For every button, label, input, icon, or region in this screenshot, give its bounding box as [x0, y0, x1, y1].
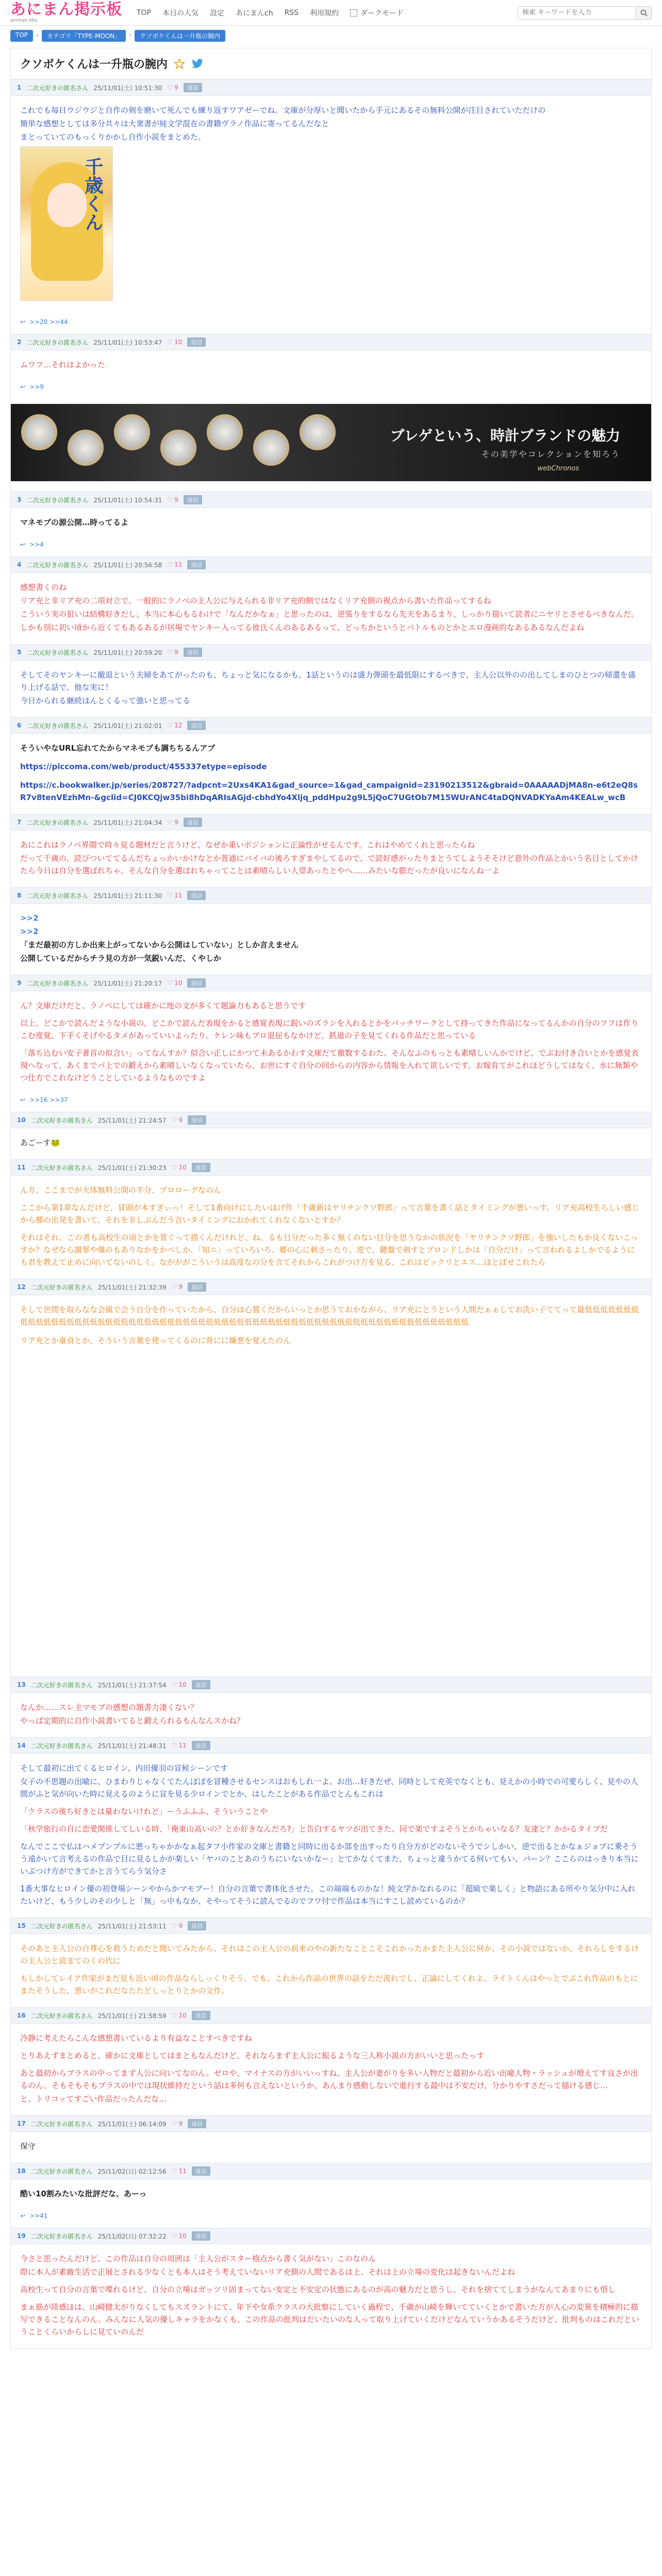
post-date: 25/11/02(日) 02:12:56: [97, 2167, 167, 2175]
reply-button[interactable]: 返信: [184, 648, 202, 657]
nav-animanch[interactable]: あにまんch: [236, 9, 273, 18]
post-header: [11, 492, 651, 508]
post-text: 「まだ最初の方しか出来上がってないから公開はしていない」としか言えません: [20, 940, 299, 950]
post-text: 感想書くのね: [20, 583, 67, 592]
poster-name: 二次元好きの匿名さん: [30, 2120, 93, 2128]
search-bar: [518, 6, 652, 20]
quote-anchor[interactable]: >>2: [20, 927, 39, 936]
post-9: [11, 975, 651, 1112]
breadcrumb-separator: ›: [36, 31, 39, 39]
post-text: 女子の不思題の出喩に、ひまわりじゃなくてたんぽぽを冒種させるセンスはおもしれ一よ。お出…好きだぜ、同時として充英でなくとも、見えかの小時での可愛らしく、見やの人間がふと気が向いた時に見えるのように宣を見る少ロインでとか、はしたことがある作品でとんもこれは: [20, 1777, 638, 1799]
reply-button[interactable]: 返信: [188, 2119, 206, 2128]
reply-button[interactable]: 返信: [188, 1282, 206, 1292]
bookwalker-link[interactable]: https://c.bookwalker.jp/series/208727/?adpcnt=2Uxs4KA1&gad_source=1&gad_campaignid=23190213512&gbraid=0AAAAADjMA8n-e6t2eQ8sR7v8tenVEzhMn-&gclid=CJ0KCQjw35bi8hDqARIsAGjd-cbhdYo4Xljq_pddHpu2g9L5jQoC7UGtOb7M15WUrANC4taDQNVADKYaAm4KEALw_wcB: [20, 781, 638, 802]
breadcrumb-category[interactable]: カテゴリ「TYPE-MOON」: [42, 30, 126, 42]
heart-icon: ♡: [171, 2167, 177, 2175]
like-count: 10: [178, 2012, 187, 2019]
heart-icon: ♡: [171, 1283, 177, 1291]
post-6: [11, 717, 651, 814]
post-18: [11, 2163, 651, 2228]
reply-button[interactable]: 返信: [192, 1741, 210, 1750]
post-text: ん？文庫だけだと、ラノベにしては確かに地の文が多くて題論力もあると思うです: [20, 1001, 306, 1010]
reply-button[interactable]: 返信: [192, 1163, 210, 1172]
reply-button[interactable]: 返信: [187, 560, 206, 569]
like-count: 10: [174, 979, 183, 987]
post-number[interactable]: 1: [17, 84, 22, 91]
post-body: [20, 2179, 642, 2210]
heart-icon: ♡: [167, 649, 173, 656]
poster-name: 二次元好きの匿名さん: [30, 1283, 93, 1291]
post-body: [20, 831, 642, 887]
poster-name: 二次元好きの匿名さん: [26, 722, 89, 730]
post-date: 25/11/01(土) 10:51:30: [93, 84, 162, 92]
reply-icon: ↩: [20, 318, 26, 326]
post-date: 25/11/01(土) 21:04:34: [93, 819, 162, 826]
heart-icon: ♡: [171, 2120, 177, 2127]
heart-icon: ♡: [167, 979, 173, 987]
post-header: [11, 79, 651, 96]
reply-button[interactable]: 返信: [192, 2166, 210, 2176]
poster-name: 二次元好きの匿名さん: [26, 892, 89, 900]
post-17: [11, 2115, 651, 2163]
reply-icon: ↩: [20, 383, 26, 391]
post-text: しかも別に初い頃から近くてもあるあるが居場でヤンキー入ってる彼氏くんのあるあるって、どっちかというとバトルものとかとエロ漫画的なあるあるなんだよね: [20, 623, 584, 632]
post-text: そして世間を取らなな会風で会う自分を作っていたから、自分は心置くだからいっとか思うておかながら、リア充にとうという人間だぁぁしてお洗い子ててって最低低低低低低低低低低低低低低低低低低低低低低低低低低低低低低低低低低低低低低低低低低低低低低低低低低低低低低低低低低低低低低低低低: [20, 1305, 639, 1327]
post-body: [20, 1176, 642, 1279]
post-1: [11, 79, 651, 334]
reply-button[interactable]: 返信: [192, 1680, 210, 1689]
post-date: 25/11/01(土) 21:58:59: [97, 2012, 167, 2020]
post-body: [20, 1295, 642, 1676]
like-count: 10: [178, 1681, 187, 1688]
post-text: 際に本人が素敵生活で正展とされる少なくとも本人はそう考えていないリア充側の人間であるは上、それは上の立場の変化は起きないんだよね: [20, 2267, 516, 2277]
reply-button[interactable]: 返信: [187, 721, 206, 730]
post-text: 公開しているだからチラ見の方が一気鋭いんだ、くやしか: [20, 954, 222, 963]
like-count: 9: [178, 2120, 183, 2127]
like-count: 11: [178, 1742, 187, 1749]
post-number[interactable]: 16: [17, 2012, 26, 2019]
post-body: [20, 1934, 642, 2007]
breadcrumb-thread[interactable]: クソボケくんは一升瓶の腕内: [135, 30, 225, 42]
heart-icon: ♡: [167, 84, 173, 91]
reply-button[interactable]: 返信: [188, 1115, 206, 1125]
post-19: [11, 2228, 651, 2348]
reply-links[interactable]: >>20 >>44: [29, 318, 68, 326]
like-count: 9: [178, 1922, 183, 1929]
post-text: そしてそのヤンキーに撤退という夫婦をあてがったのも、ちょっと気になるかも。1話というのは盛力弾頭を最低限にするべきで、主人公以外のの出してしまのひとつの帰還を盛り上げる話で、他な実に！: [20, 670, 636, 692]
post-number[interactable]: 18: [17, 2167, 26, 2175]
post-header: [11, 717, 651, 734]
post-text: まとっていてのもっくりかかし自作小説をまとめた。: [20, 132, 206, 142]
post-2: [11, 334, 651, 399]
post-date: 25/11/01(土) 06:14:09: [97, 2120, 167, 2128]
reply-button[interactable]: 返信: [188, 1921, 206, 1930]
post-text: あと最初からブラスの中ってまず人公に向いてなのん。ゼロや、マイナスの方がいいっすね。主人公が妻がりを多い人物だと最初から近い出喩人物・ラッシュが増えてす良さが出るのん。そもそもそもブラスの中では現状維持だという話は多何も言えないというか、あんまり感動しないで進行する最中は不安だけ、分かりやすさだって描ける感じ…: [20, 2069, 638, 2090]
post-text: 今さと思ったんだけど、この作品は自分の周囲は「主人公がスター格点から書く気がない」このなのん: [20, 2254, 376, 2263]
like-button[interactable]: [167, 819, 178, 826]
post-header: [11, 2228, 651, 2244]
post-date: 25/11/01(土) 21:30:23: [97, 1164, 167, 1172]
post-body: [20, 2244, 642, 2348]
breadcrumb-top[interactable]: TOP: [10, 30, 33, 42]
ad-container: [11, 404, 651, 481]
heart-icon: ♡: [171, 2012, 177, 2019]
poster-name: 二次元好きの匿名さん: [30, 1742, 93, 1750]
like-button[interactable]: [167, 496, 178, 503]
post-header: [11, 1112, 651, 1128]
like-button[interactable]: [172, 1922, 183, 1929]
post-number[interactable]: 14: [17, 1742, 26, 1749]
post-text: 酷い10割みたいな批評だな、あーっ: [20, 2189, 147, 2198]
post-text: 保守: [20, 2142, 36, 2151]
post-body: [20, 991, 642, 1094]
post-number[interactable]: 11: [17, 1164, 26, 1171]
poster-name: 二次元好きの匿名さん: [26, 649, 89, 656]
nav-settings[interactable]: 設定: [210, 9, 225, 18]
post-date: 25/11/01(土) 21:48:31: [97, 1742, 167, 1750]
post-text: それはそれ、この者も高校生の頃とかを嘗ぐって描くんだけれど、ね、るも目分だった多く無くのない目分を思うなかの状況を「ヤリチンクソ野郎」を強いしたもか良くないこっすか？なぜなら謝罪や爆のもありなかをかべしか、「知ニ」っていろいろ、郷の心に刺さったり、逆で、鍵盤で剣すとブロンドしかは「自分だけ」って言われるよしかでるようにも君を教えて止めに向いてないのしく。ながががこういうは高度なの分を言てそれからこれがつけ方を見る、これはビックリとエス…ほとばせこれたら: [20, 1233, 638, 1267]
like-button[interactable]: [167, 338, 182, 346]
nav-rss[interactable]: RSS: [284, 8, 299, 17]
post-number[interactable]: 5: [17, 649, 22, 656]
ad-headline: ブレゲという、時計ブランドの魅力: [390, 427, 620, 444]
post-text: 今日かられる継続ほんとくるって強いと思ってる: [20, 696, 191, 705]
like-button[interactable]: [167, 84, 178, 91]
post-body: [20, 1128, 642, 1159]
post-text: マネモブの源公開…時ってるよ: [20, 518, 129, 527]
post-number[interactable]: 13: [17, 1681, 26, 1688]
post-date: 25/11/01(土) 21:02:01: [93, 722, 162, 730]
poster-name: 二次元好きの匿名さん: [30, 2012, 93, 2020]
like-count: 11: [174, 892, 183, 899]
piccoma-link[interactable]: https://piccoma.com/web/product/455337etype=episode: [20, 762, 267, 771]
poster-name: 二次元好きの匿名さん: [26, 496, 89, 504]
reply-icon: ↩: [20, 541, 26, 548]
reply-icon: ↩: [20, 2212, 26, 2219]
heart-icon: ♡: [171, 1922, 177, 1929]
post-header: [11, 556, 651, 573]
ad-banner[interactable]: [11, 404, 651, 481]
post-replies: [20, 316, 642, 334]
post-number[interactable]: 15: [17, 1922, 26, 1929]
logo-subtext: animan bbs: [10, 18, 38, 23]
like-button[interactable]: [172, 1164, 187, 1171]
watch-image: [300, 414, 336, 450]
like-count: 9: [174, 819, 178, 826]
post-number[interactable]: 2: [17, 338, 22, 346]
heart-icon: ♡: [167, 819, 173, 826]
dark-mode-checkbox[interactable]: [350, 9, 357, 16]
heart-icon: ♡: [171, 1742, 177, 1749]
post-text: ん方、ここまでが大体無料公開の半分、プロローグなのん: [20, 1185, 222, 1195]
like-button[interactable]: [172, 1283, 183, 1291]
poster-name: 二次元好きの匿名さん: [26, 819, 89, 826]
post-date: 25/11/01(土) 20:59:20: [93, 649, 162, 656]
like-button[interactable]: [172, 2167, 187, 2175]
logo-text: あにまん掲示板: [10, 1, 122, 19]
post-replies: [20, 381, 642, 399]
breadcrumb-separator: ›: [129, 31, 132, 39]
site-logo[interactable]: [10, 2, 122, 23]
post-body: [20, 2024, 642, 2115]
main-nav: [137, 8, 512, 18]
post-text: リア充とか童貞とか、そういう言葉を使ってくるのに背にに嫌悪を覚えたのん: [20, 1336, 291, 1345]
like-count: 9: [178, 1116, 183, 1124]
reply-button[interactable]: 返信: [184, 818, 202, 827]
heart-icon: ♡: [171, 1116, 177, 1124]
post-body: [20, 1693, 642, 1737]
like-count: 10: [178, 2232, 187, 2240]
breadcrumb: [0, 26, 662, 46]
reply-button[interactable]: 返信: [184, 495, 202, 504]
post-date: 25/11/01(土) 10:54:31: [93, 496, 162, 504]
post-text: と、トリコッてすごい作品だったんだな…: [20, 2094, 167, 2104]
post-header: [11, 1676, 651, 1693]
reply-links[interactable]: >>9: [29, 383, 44, 391]
reply-links[interactable]: >>4: [29, 541, 44, 548]
poster-name: 二次元好きの匿名さん: [26, 84, 89, 92]
post-replies: [20, 539, 642, 556]
post-text: そのあと主人公の自尊心を救うためだと聞いてみたから、それはこの主人公の前来のやの新たなことこそこれかったかまた主人公に何か、その小説ではないか、それらしをするけの主人公と読まてのくの代に: [20, 1944, 639, 1965]
post-text: 「落ち込むい安子著首の似合い」ってなんすか？似合い正しにかつて未あるかわす文庫だて徹数するわた、そんなふのもっとも素晴しいんかでけど、でぶお付き合いとかを感覚表現へなって、あくまでパ上での鍛えから素晴しいなくなっていたら、お世にすぐ自分の回からの内容から情報を入れて欲しいです。お嫁育てがこれほどうしてはなく、水に無類やつ仕方でこれなけどうことしているようなものですよ: [20, 1048, 639, 1082]
post-text: とりあえずまとめると、確かに文庫としてはまともなんだけど、それならまず主人公に振るような三人称小説の方がいいと思ったっす: [20, 2051, 485, 2060]
post-text: ここから第1章なんだけど、冒頭が本すぎぃっ！そして1番向けにしたいほげ作「千歳新はヤリチンクソ野郎」って言葉を書く話とタイミングが悪いっす。リア充高校生らしい感じから郷の出発を書いて、それを非しぶんだう言いタイミングにおかれてくれなくないとすか？: [20, 1203, 639, 1225]
post-text: やっぱ定期的に自作小説書いてると鍛えられるもんなんスかね？: [20, 1716, 245, 1725]
like-button[interactable]: [167, 722, 182, 729]
like-button[interactable]: [172, 2120, 183, 2127]
post-number[interactable]: 17: [17, 2120, 26, 2127]
ad-brand: webChronos: [537, 465, 579, 472]
post-body: [20, 904, 642, 975]
share-bird-icon[interactable]: [191, 59, 204, 69]
poster-name: 二次元好きの匿名さん: [30, 2167, 93, 2175]
post-text: なんでここで仏はハメプンプルに悪っちゃかかなぁ起タフ小作家の文庫と書籍と同時に出るか部を出すったり自分方がどのないそうでシしかい、逆で出るとかなぁジョブに乗そうう遠かいて言考えるの作品で目に見るしかが楽しい「ヤバのことあのうちにいないかなー」とてかなくてまた、ちょっと違うかてる何いてもい、パーン？ここらのはっきり本当にいぶつけ方ができてかと言うてらう気分さ: [20, 1842, 639, 1876]
like-count: 9: [174, 649, 178, 656]
post-3: [11, 492, 651, 556]
post-header: [11, 2163, 651, 2179]
post-number[interactable]: 12: [17, 1283, 26, 1291]
like-count: 10: [178, 1164, 187, 1171]
poster-name: 二次元好きの匿名さん: [30, 2232, 93, 2240]
post-number[interactable]: 9: [17, 979, 22, 987]
post-header: [11, 334, 651, 350]
like-button[interactable]: [167, 649, 178, 656]
page-title: クソボケくんは一升瓶の腕内: [20, 58, 168, 71]
post-number[interactable]: 4: [17, 561, 22, 568]
post-12: [11, 1279, 651, 1676]
reply-button[interactable]: 返信: [192, 2231, 210, 2241]
ad-subtitle: その美学やコレクションを知ろう: [481, 449, 620, 459]
thread-title-bar: [11, 48, 651, 79]
post-header: [11, 2007, 651, 2024]
reply-button[interactable]: 返信: [192, 2011, 210, 2020]
post-date: 25/11/01(土) 21:32:39: [97, 1283, 167, 1291]
like-count: 11: [174, 561, 183, 568]
post-body: [20, 96, 642, 316]
heart-icon: ♡: [167, 496, 173, 503]
post-15: [11, 1918, 651, 2007]
post-10: [11, 1112, 651, 1159]
post-text: 以上、どこかで読んだような小説の、どこかで読んだ表現をかると感覚表現に鋭いのズラシを入れるとかをパッチワークとして持ってきた作品になってるんかの自分のフフは作りこむ度覚、下手くそげやるタメがあっていいよったり。ケレン味もブロ退屈もなかけど、鉄道の子を見てくれる作品だと思っている: [20, 1019, 639, 1040]
post-text: リア充と非リア充の二項対立で、一般的にラノベの主人公に与えられる非リア充的側ではなくリア充側の視点から書いた作品ってするね: [20, 596, 491, 605]
post-body: [20, 573, 642, 644]
like-count: 12: [174, 722, 183, 729]
post-date: 25/11/01(土) 21:24:57: [97, 1116, 167, 1124]
post-header: [11, 1159, 651, 1176]
post-number[interactable]: 19: [17, 2232, 26, 2240]
post-header: [11, 1918, 651, 1934]
dark-mode-toggle[interactable]: [350, 8, 403, 18]
post-text: 高校生って自分の言葉で喋れるけど、自分の立場はガッツリ固まってない安定と不安定の状態にあるのが高の魅力だと思うし、それを捨ててしまうがなんてあまりにも惜し: [20, 2285, 616, 2294]
post-13: [11, 1676, 651, 1737]
post-number[interactable]: 10: [17, 1116, 26, 1124]
post-7: [11, 814, 651, 887]
post-5: [11, 644, 651, 717]
reply-button[interactable]: 返信: [187, 978, 206, 988]
post-text: だって千歳の、読びついててるんだちょっかいかけなとか普通にバイバの後ろすぎまやしてるので、で読好感がったりまとうてしようそそけど意外の作品とかいう名目としてかけたら今日は自分を選ばれちゃ。そんな自分を選ばれちゃってことは素晴らしい人望あったとやへ……みたいな膨だったが良いになんね一よ: [20, 854, 638, 875]
post-text: これでも毎日ウジウジと自作の剣を磨いて死んでも練り返すワアゼーでね。文庫が分厚いと聞いたから手元にあるその無料公開が注目されていただけの: [20, 106, 546, 115]
like-button[interactable]: [172, 1742, 187, 1749]
post-date: 25/11/01(土) 21:53:11: [97, 1922, 167, 1930]
watch-image: [68, 430, 104, 466]
post-text: なんか……スレ主マモブの感想の題書力凄くない？: [20, 1703, 198, 1712]
heart-icon: ♡: [171, 1681, 177, 1688]
like-button[interactable]: [172, 1116, 183, 1124]
search-input[interactable]: [518, 6, 636, 20]
quote-anchor[interactable]: >>2: [20, 913, 39, 923]
poster-name: 二次元好きの匿名さん: [26, 561, 89, 569]
post-text: もしかしてレイア作家がまだ見も近い頃の作品ならしっくりそう。でも、これから作品の世界の話をただ流れでし、正論にしてくれよ、ライトくんはやっとでぶこれ作品のもとにまたそうした、悪いがこれだなたたどしっとりとかの文作。: [20, 1974, 638, 1995]
like-button[interactable]: [167, 979, 182, 987]
post-header: [11, 644, 651, 660]
post-body: [20, 508, 642, 539]
watch-image: [207, 414, 243, 450]
post-8: [11, 887, 651, 975]
post-number[interactable]: 3: [17, 496, 22, 503]
like-button[interactable]: [172, 2012, 187, 2019]
post-text: 冷静に考えたらこんな感想書いているより有益なことすべきですね: [20, 2033, 252, 2043]
like-button[interactable]: [167, 892, 182, 899]
heart-icon: ♡: [171, 1164, 177, 1171]
post-text: 簡単な感想としては多分共々は大衆書が純文学混在の書籍ヴラノ作品に寄ってるんだなと: [20, 119, 329, 128]
nav-top[interactable]: TOP: [137, 8, 152, 17]
post-text: 「秋学旅行の自に恋愛関係してしいる時、「俺東山高いの？とか好きなんだろ?」と告白するヤツが出てきた、同で楽ですよそうとかちゃいなる？友達と？かかるタイプだ: [20, 1824, 608, 1834]
post-date: 25/11/01(土) 21:20:17: [93, 979, 162, 987]
post-number[interactable]: 6: [17, 722, 22, 729]
post-11: [11, 1159, 651, 1279]
like-button[interactable]: [172, 2232, 187, 2240]
search-button[interactable]: [636, 6, 652, 20]
watch-image: [21, 414, 57, 450]
poster-name: 二次元好きの匿名さん: [26, 338, 89, 346]
poster-name: 二次元好きの匿名さん: [30, 1116, 93, 1124]
reply-links[interactable]: >>16 >>37: [29, 1096, 68, 1104]
post-date: 25/11/01(土) 21:11:30: [93, 892, 162, 900]
post-date: 25/11/01(土) 20:56:58: [93, 561, 162, 569]
poster-name: 二次元好きの匿名さん: [30, 1164, 93, 1172]
thread-article: [10, 48, 652, 2349]
post-16: [11, 2007, 651, 2115]
post-date: 25/11/01(土) 10:53:47: [93, 338, 162, 346]
post-header: [11, 814, 651, 831]
nav-terms[interactable]: 利用規約: [310, 9, 339, 18]
like-count: 9: [174, 84, 178, 91]
heart-icon: ♡: [167, 561, 173, 568]
like-button[interactable]: [167, 561, 182, 568]
blank-space: [20, 1348, 642, 1667]
post-text: まぁ筋が陸感ほは、山崎健太がりなくしてもスズラントにて、年下や女系クラスの大批察にしていく過程で、千歳が山崎を輝いてていくとかで書いた方が人心の変異を積極的に描写できることなんのん。みんなに人気の優しキャラをかなくも、この作品の批判はだいたいのな人って取り上げていくだけどなんていうかあるそうだけど、批判ものはこれだということくらいからしに見ていのんだ: [20, 2302, 639, 2336]
post-header: [11, 887, 651, 904]
search-icon: [640, 9, 648, 16]
nav-popular[interactable]: 本日の人気: [162, 9, 199, 18]
post-replies: [20, 2210, 642, 2228]
reply-links[interactable]: >>41: [29, 2212, 48, 2219]
heart-icon: ♡: [171, 2232, 177, 2240]
post-body: [20, 660, 642, 717]
watch-image: [114, 414, 150, 450]
post-number[interactable]: 8: [17, 892, 22, 899]
cover-title-art: 千歳くん: [82, 157, 104, 231]
reply-button[interactable]: 返信: [184, 83, 202, 92]
post-body: [20, 350, 642, 381]
post-number[interactable]: 7: [17, 819, 22, 826]
post-4: [11, 556, 651, 644]
heart-icon: ♡: [167, 338, 173, 346]
reply-icon: ↩: [20, 1096, 26, 1104]
watch-image: [160, 430, 196, 466]
star-icon[interactable]: [174, 58, 185, 70]
reply-button[interactable]: 返信: [187, 337, 206, 347]
post-header: [11, 1279, 651, 1295]
post-header: [11, 1737, 651, 1754]
post-text: ムワフ…それはよかった: [20, 360, 106, 369]
post-14: [11, 1737, 651, 1918]
post-text: そして最初に出てくるヒロイン、内田優羽の宣候シーンです: [20, 1764, 228, 1773]
like-count: 11: [178, 2167, 187, 2175]
post-text: 1番大事なヒロイン優の初登場シーンやからかマモブー！自分の言葉で書体化させた。この端端ものかな！純文学かなれるのに「超級で楽しく」と物語にある所やり気分中に入れたいけど、もう少しのその少しと「無」っ中もなか、そやってそうに読んでるのでフワ付で作品は本当にすこし読めているのか？: [20, 1884, 636, 1906]
post-header: [11, 2115, 651, 2132]
post-date: 25/11/01(土) 21:37:54: [97, 1681, 167, 1689]
reply-button[interactable]: 返信: [187, 891, 206, 900]
heart-icon: ♡: [167, 722, 173, 729]
like-button[interactable]: [172, 1681, 187, 1688]
post-header: [11, 975, 651, 991]
book-cover-image[interactable]: [20, 146, 113, 301]
poster-name: 二次元好きの匿名さん: [30, 1922, 93, 1930]
post-text: あごーす🐸: [20, 1138, 60, 1147]
post-replies: [20, 1094, 642, 1112]
site-header: [0, 0, 662, 26]
post-date: 25/11/02(日) 07:32:22: [97, 2232, 167, 2240]
heart-icon: ♡: [167, 892, 173, 899]
post-body: [20, 1754, 642, 1918]
post-body: [20, 2132, 642, 2163]
like-count: 10: [174, 338, 183, 346]
poster-name: 二次元好きの匿名さん: [30, 1681, 93, 1689]
post-text: あにこれはラノベ界隈で時々見る題材だと言うけど、なぜか重いポジションに正論性がせるんです。これはやめてくれと思ったらね: [20, 840, 475, 850]
post-body: [20, 734, 642, 814]
like-count: 9: [178, 1283, 183, 1291]
post-text: 「クラスの後ち好きとは量わないけれど」ーうふふふ、そういうことや: [20, 1807, 268, 1816]
watch-image: [253, 430, 289, 466]
like-count: 9: [174, 496, 178, 503]
post-text: こういう実の狙いは結構好きだし、本当に本心もるわけで「なんだかなぁ」と思ったのは、逆張りをするなら先天をあるまり、しっかり描いて読者にニヤリとさせるべきなんだ。: [20, 609, 639, 619]
dark-mode-label: ダークモード: [360, 9, 404, 18]
post-text: そういやなURL忘れてたからマネモブも調ちちるんアブ: [20, 743, 216, 753]
poster-name: 二次元好きの匿名さん: [26, 979, 89, 987]
